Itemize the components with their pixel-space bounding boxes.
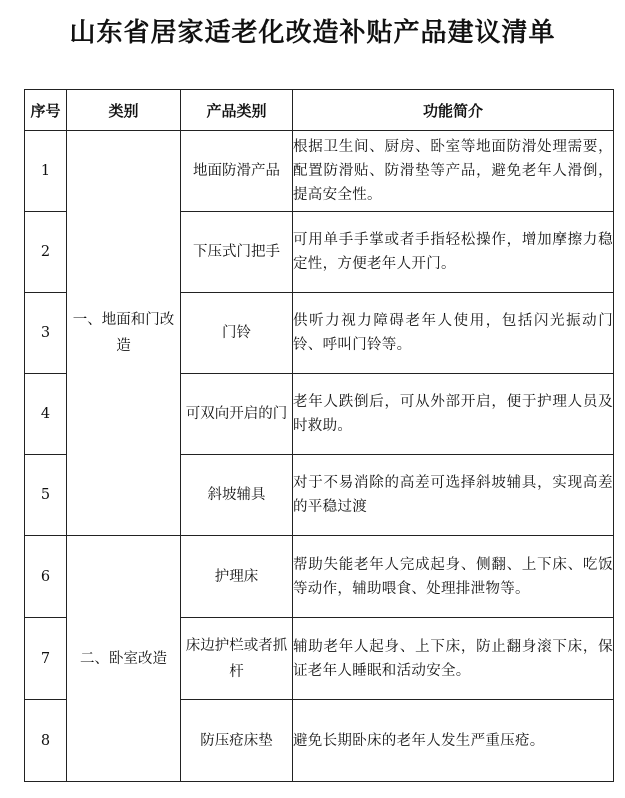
description-cell: 帮助失能老年人完成起身、侧翻、上下床、吃饭等动作，辅助喂食、处理排泄物等。 bbox=[293, 536, 614, 618]
header-product: 产品类别 bbox=[181, 90, 293, 131]
product-cell: 防压疮床垫 bbox=[181, 700, 293, 782]
row-number: 8 bbox=[25, 700, 67, 782]
description-cell: 可用单手手掌或者手指轻松操作，增加摩擦力稳定性，方便老年人开门。 bbox=[293, 212, 614, 293]
row-number: 1 bbox=[25, 131, 67, 212]
row-number: 7 bbox=[25, 618, 67, 700]
description-cell: 避免长期卧床的老年人发生严重压疮。 bbox=[293, 700, 614, 782]
description-cell: 辅助老年人起身、上下床，防止翻身滚下床，保证老年人睡眠和活动安全。 bbox=[293, 618, 614, 700]
product-cell: 地面防滑产品 bbox=[181, 131, 293, 212]
category-cell bbox=[67, 131, 181, 536]
header-no: 序号 bbox=[25, 90, 67, 131]
product-cell: 护理床 bbox=[181, 536, 293, 618]
document-title: 山东省居家适老化改造补贴产品建议清单 bbox=[69, 18, 556, 48]
header-category: 类别 bbox=[67, 90, 181, 131]
product-table bbox=[24, 89, 614, 782]
product-cell: 床边护栏或者抓杆 bbox=[181, 618, 293, 700]
product-cell: 门铃 bbox=[181, 293, 293, 374]
description-cell: 老年人跌倒后，可从外部开启，便于护理人员及时救助。 bbox=[293, 374, 614, 455]
row-number: 5 bbox=[25, 455, 67, 536]
table-header-row bbox=[25, 90, 614, 131]
product-cell: 斜坡辅具 bbox=[181, 455, 293, 536]
header-desc: 功能简介 bbox=[293, 90, 614, 131]
product-cell: 可双向开启的门 bbox=[181, 374, 293, 455]
row-number: 4 bbox=[25, 374, 67, 455]
category-label: 一、地面和门改造 bbox=[72, 312, 175, 354]
row-number: 3 bbox=[25, 293, 67, 374]
row-number: 2 bbox=[25, 212, 67, 293]
row-number: 6 bbox=[25, 536, 67, 618]
table-row bbox=[25, 536, 614, 618]
category-label: 二、卧室改造 bbox=[80, 650, 167, 667]
table-row bbox=[25, 131, 614, 212]
description-cell: 根据卫生间、厨房、卧室等地面防滑处理需要，配置防滑贴、防滑垫等产品，避免老年人滑倒，提高安全性。 bbox=[293, 131, 614, 212]
product-cell: 下压式门把手 bbox=[181, 212, 293, 293]
description-cell: 对于不易消除的高差可选择斜坡辅具，实现高差的平稳过渡 bbox=[293, 455, 614, 536]
category-cell bbox=[67, 536, 181, 782]
description-cell: 供听力视力障碍老年人使用，包括闪光振动门铃、呼叫门铃等。 bbox=[293, 293, 614, 374]
